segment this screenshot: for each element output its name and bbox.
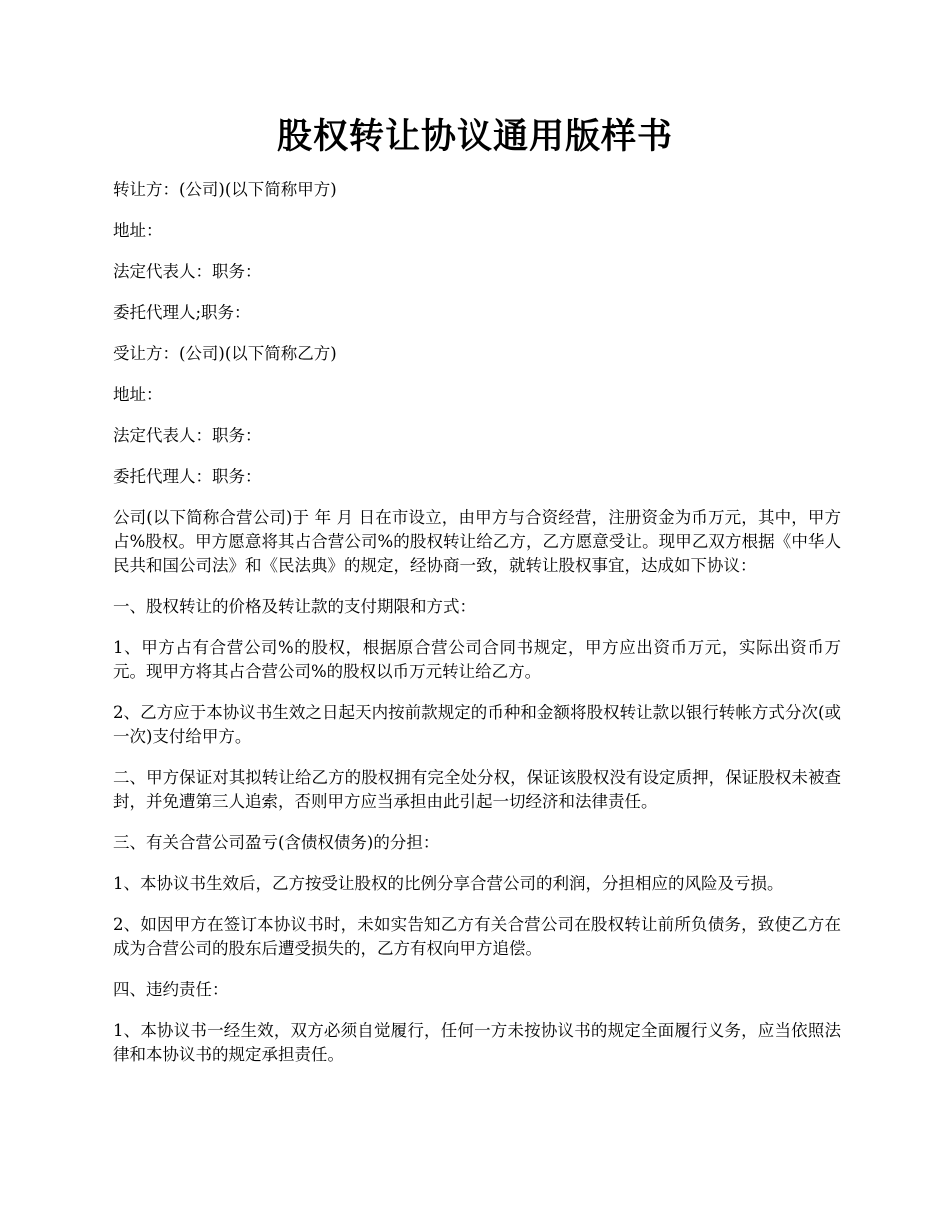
document-title: 股权转让协议通用版样书 bbox=[276, 116, 673, 157]
paragraph-transferee-agent: 委托代理人：职务： bbox=[113, 467, 262, 486]
clause-3-1: 1、本协议书生效后，乙方按受让股权的比例分享合营公司的利润，分担相应的风险及亏损。 bbox=[113, 874, 784, 893]
paragraph-transferor-agent: 委托代理人;职务： bbox=[113, 303, 251, 322]
clause-1-2: 2、乙方应于本协议书生效之日起天内按前款规定的币种和金额将股权转让款以银行转帐方式分次(或一次)支付给甲方。 bbox=[113, 703, 841, 746]
paragraph-transferor: 转让方：(公司)(以下简称甲方) bbox=[113, 180, 337, 199]
paragraph-transferee: 受让方：(公司)(以下简称乙方) bbox=[113, 344, 337, 363]
section-heading-profit-loss: 三、有关合营公司盈亏(含债权债务)的分担： bbox=[113, 833, 440, 852]
section-heading-price-payment: 一、股权转让的价格及转让款的支付期限和方式： bbox=[113, 597, 476, 616]
section-warranty: 二、甲方保证对其拟转让给乙方的股权拥有完全处分权，保证该股权没有设定质押，保证股权未被查封，并免遭第三人追索，否则甲方应当承担由此引起一切经济和法律责任。 bbox=[113, 768, 841, 811]
clause-1-1: 1、甲方占有合营公司%的股权，根据原合营公司合同书规定，甲方应出资币万元，实际出资币万元。现甲方将其占合营公司%的股权以币万元转让给乙方。 bbox=[113, 638, 841, 681]
section-heading-liability: 四、违约责任： bbox=[113, 980, 229, 999]
document-body bbox=[113, 178, 841, 1084]
paragraph-transferor-address: 地址： bbox=[113, 221, 163, 240]
paragraph-transferor-legal-rep: 法定代表人：职务： bbox=[113, 262, 262, 281]
paragraph-preamble: 公司(以下简称合营公司)于 年 月 日在市设立，由甲方与合资经营，注册资金为币万元，其中，甲方占%股权。甲方愿意将其占合营公司%的股权转让给乙方，乙方愿意受让。现甲乙双方根据《中华人民共和国公司法》和《民法典》的规定，经协商一致，就转让股权事宜，达成如下协议： bbox=[113, 508, 841, 575]
paragraph-transferee-legal-rep: 法定代表人：职务： bbox=[113, 426, 262, 445]
clause-4-1: 1、本协议书一经生效，双方必须自觉履行，任何一方未按协议书的规定全面履行义务，应当依照法律和本协议书的规定承担责任。 bbox=[113, 1021, 841, 1064]
paragraph-transferee-address: 地址： bbox=[113, 385, 163, 404]
clause-3-2: 2、如因甲方在签订本协议书时，未如实告知乙方有关合营公司在股权转让前所负债务，致使乙方在成为合营公司的股东后遭受损失的，乙方有权向甲方追偿。 bbox=[113, 915, 841, 958]
